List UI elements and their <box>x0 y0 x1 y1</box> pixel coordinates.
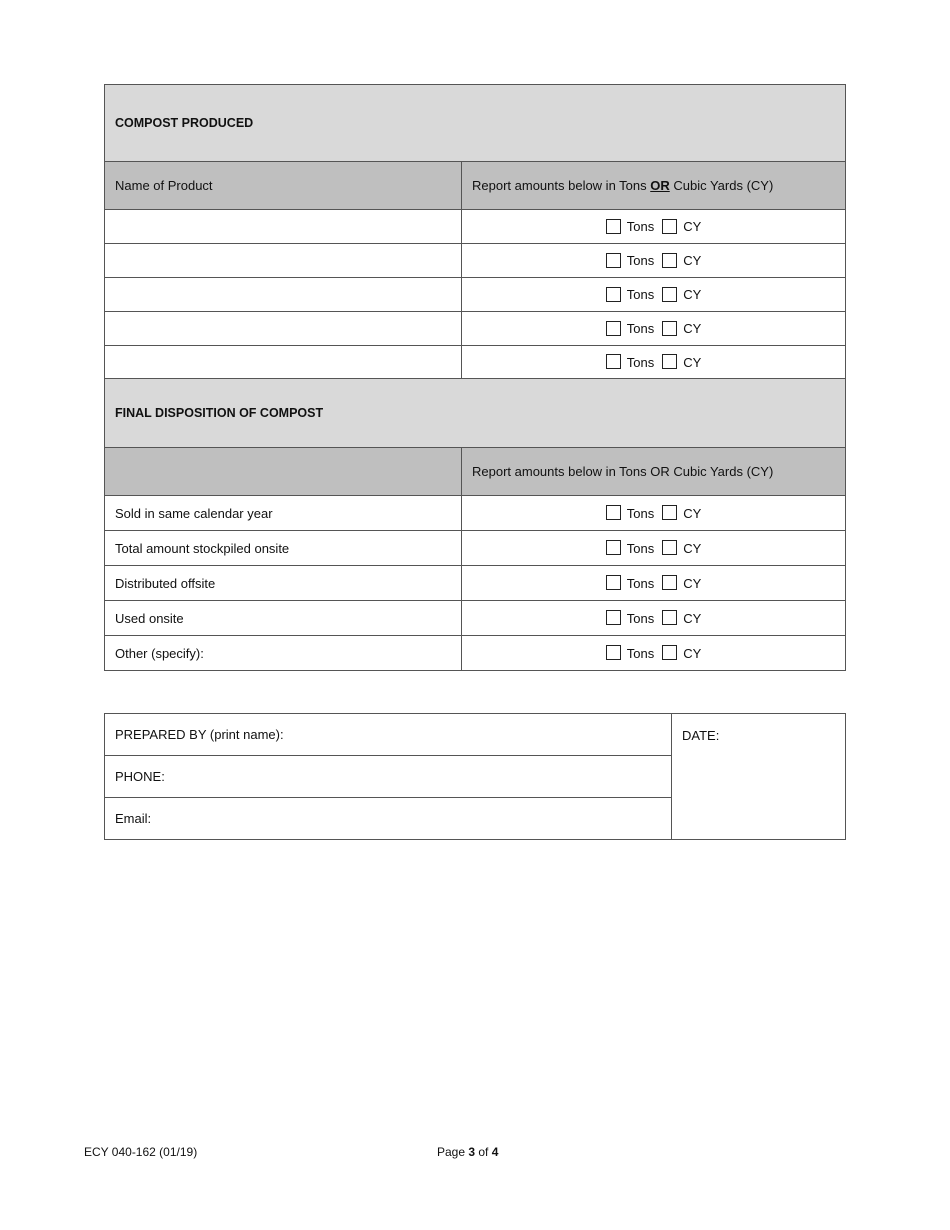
disposition-label: Distributed offsite <box>105 566 462 601</box>
unit-selector <box>462 566 846 601</box>
tons-label: Tons <box>626 506 655 522</box>
name-of-product-header: Name of Product <box>105 162 462 210</box>
cy-label: CY <box>683 253 702 269</box>
cy-checkbox[interactable] <box>662 575 677 590</box>
cy-label: CY <box>683 321 702 337</box>
unit-selector <box>462 346 846 379</box>
form-id: ECY 040-162 (01/19) <box>84 1145 198 1159</box>
product-name-field[interactable] <box>105 312 462 346</box>
page-number <box>437 1145 498 1159</box>
tons-checkbox[interactable] <box>606 354 621 369</box>
report-units-suffix: Cubic Yards (CY) <box>669 178 774 193</box>
cy-checkbox[interactable] <box>662 219 677 234</box>
cy-label: CY <box>683 611 702 627</box>
report-units-prefix: Report amounts below in Tons <box>472 178 651 193</box>
email-field[interactable]: Email: <box>105 798 672 840</box>
tons-checkbox[interactable] <box>606 645 621 660</box>
final-disposition-heading: FINAL DISPOSITION OF COMPOST <box>105 379 846 448</box>
unit-selector <box>462 210 846 244</box>
cy-label: CY <box>683 506 702 522</box>
cy-checkbox[interactable] <box>662 253 677 268</box>
date-field[interactable]: DATE: <box>672 714 846 840</box>
page-of: of <box>475 1145 492 1159</box>
tons-label: Tons <box>626 355 655 371</box>
cy-checkbox[interactable] <box>662 287 677 302</box>
cy-label: CY <box>683 646 702 662</box>
final-disposition-section-header <box>105 379 846 448</box>
unit-selector <box>462 496 846 531</box>
cy-checkbox[interactable] <box>662 540 677 555</box>
unit-selector <box>462 601 846 636</box>
cy-label: CY <box>683 576 702 592</box>
compost-produced-column-header <box>105 162 846 210</box>
tons-checkbox[interactable] <box>606 610 621 625</box>
compost-report-table <box>104 84 846 671</box>
product-row <box>105 278 846 312</box>
disposition-row <box>105 636 846 671</box>
product-row <box>105 312 846 346</box>
product-name-field[interactable] <box>105 244 462 278</box>
disposition-label: Used onsite <box>105 601 462 636</box>
unit-selector <box>462 636 846 671</box>
page-prefix: Page <box>437 1145 469 1159</box>
tons-checkbox[interactable] <box>606 219 621 234</box>
disposition-report-units-header: Report amounts below in Tons OR Cubic Yards (CY) <box>462 448 846 496</box>
disposition-row <box>105 566 846 601</box>
compost-produced-heading: COMPOST PRODUCED <box>105 85 846 162</box>
cy-checkbox[interactable] <box>662 321 677 336</box>
page-total: 4 <box>491 1145 499 1159</box>
unit-selector <box>462 244 846 278</box>
prepared-by-row <box>105 714 846 756</box>
tons-label: Tons <box>626 611 655 627</box>
cy-label: CY <box>683 541 702 557</box>
product-row <box>105 244 846 278</box>
tons-checkbox[interactable] <box>606 253 621 268</box>
tons-checkbox[interactable] <box>606 575 621 590</box>
tons-label: Tons <box>626 287 655 303</box>
tons-checkbox[interactable] <box>606 287 621 302</box>
cy-label: CY <box>683 355 702 371</box>
phone-field[interactable]: PHONE: <box>105 756 672 798</box>
product-row <box>105 346 846 379</box>
cy-checkbox[interactable] <box>662 354 677 369</box>
report-units-or: OR <box>650 178 670 193</box>
tons-checkbox[interactable] <box>606 321 621 336</box>
tons-checkbox[interactable] <box>606 505 621 520</box>
unit-selector <box>462 312 846 346</box>
compost-produced-section-header <box>105 85 846 162</box>
disposition-label: Other (specify): <box>105 636 462 671</box>
cy-checkbox[interactable] <box>662 610 677 625</box>
final-disposition-column-header <box>105 448 846 496</box>
report-units-header <box>462 162 846 210</box>
disposition-label: Sold in same calendar year <box>105 496 462 531</box>
tons-label: Tons <box>626 576 655 592</box>
cy-checkbox[interactable] <box>662 505 677 520</box>
disposition-row <box>105 531 846 566</box>
tons-checkbox[interactable] <box>606 540 621 555</box>
cy-label: CY <box>683 219 702 235</box>
product-name-field[interactable] <box>105 210 462 244</box>
tons-label: Tons <box>626 321 655 337</box>
disposition-label: Total amount stockpiled onsite <box>105 531 462 566</box>
cy-checkbox[interactable] <box>662 645 677 660</box>
product-row <box>105 210 846 244</box>
prepared-by-field[interactable]: PREPARED BY (print name): <box>105 714 672 756</box>
tons-label: Tons <box>626 541 655 557</box>
unit-selector <box>462 278 846 312</box>
unit-selector <box>462 531 846 566</box>
page-current: 3 <box>468 1145 476 1159</box>
disposition-row <box>105 601 846 636</box>
product-name-field[interactable] <box>105 278 462 312</box>
tons-label: Tons <box>626 219 655 235</box>
disposition-row <box>105 496 846 531</box>
disposition-blank-header <box>105 448 462 496</box>
tons-label: Tons <box>626 253 655 269</box>
product-name-field[interactable] <box>105 346 462 379</box>
signature-table <box>104 713 846 840</box>
tons-label: Tons <box>626 646 655 662</box>
cy-label: CY <box>683 287 702 303</box>
